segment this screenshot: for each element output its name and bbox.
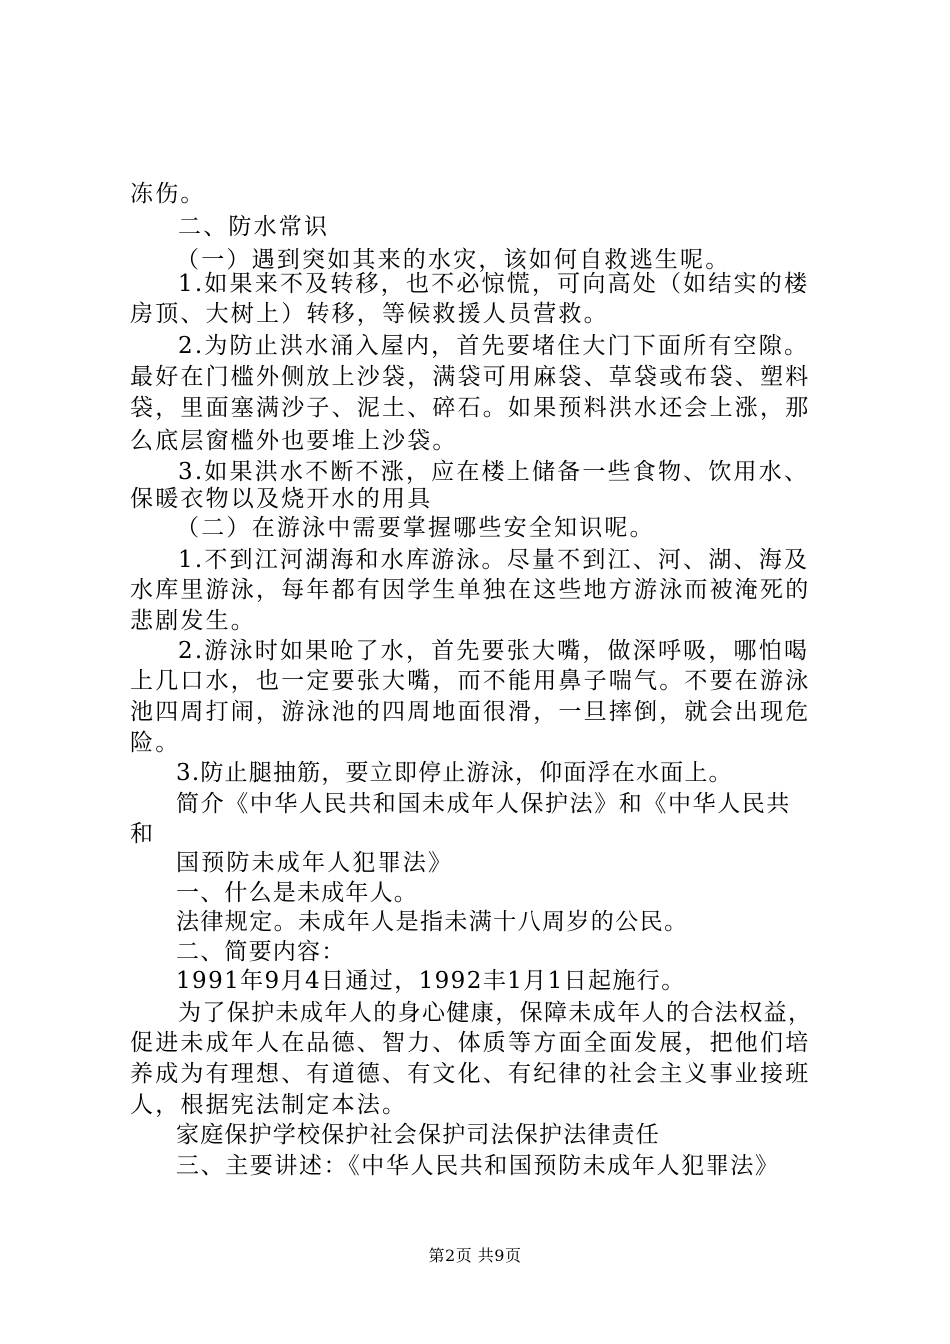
paragraph-line: 和 [130,821,156,847]
subsection-heading: （二）在游泳中需要掌握哪些安全知识呢。 [176,515,655,541]
section-heading: 二、防水常识 [178,214,330,240]
subsection-heading: （一）遇到突如其来的水灾，该如何自救逃生呢。 [176,247,731,273]
paragraph-line: 险。 [130,730,181,756]
paragraph-line: 1.如果来不及转移，也不必惊慌，可向高处（如结实的楼 [178,271,810,297]
paragraph-line: 袋，里面塞满沙子、泥土、碎石。如果预料洪水还会上涨，那 [130,395,811,421]
page-number-footer: 第2页 共9页 [428,1246,522,1265]
paragraph-line: 2.游泳时如果呛了水，首先要张大嘴，做深呼吸，哪怕喝 [178,638,810,664]
paragraph-line: 养成为有理想、有道德、有文化、有纪律的社会主义事业接班 [130,1061,811,1087]
paragraph-line: 法律规定。未成年人是指未满十八周岁的公民。 [176,909,689,935]
paragraph-line: 么底层窗槛外也要堆上沙袋。 [130,428,458,454]
paragraph-line: 1991年9月4日通过，1992丰1月1日起施行。 [176,968,686,994]
paragraph-line: 3.防止腿抽筋，要立即停止游泳，仰面浮在水面上。 [176,760,733,786]
section-heading: 二、简要内容： [176,939,346,965]
paragraph-line: 1.不到江河湖海和水库游泳。尽量不到江、河、湖、海及 [178,547,810,573]
section-heading: 一、什么是未成年人。 [176,880,418,906]
paragraph-line: 冻伤。 [130,181,206,207]
paragraph-line: 简介《中华人民共和国未成年人保护法》和《中华人民共 [176,791,791,817]
paragraph-line: 水库里游泳，每年都有因学生单独在这些地方游泳而被淹死的 [130,577,811,603]
paragraph-line: 悲剧发生。 [130,608,256,634]
paragraph-line: 人，根据宪法制定本法。 [130,1092,408,1118]
paragraph-line: 保暖衣物以及烧开水的用具 [130,486,433,512]
paragraph-line: 3.如果洪水不断不涨，应在楼上储备一些食物、饮用水、 [178,459,810,485]
paragraph-line: 家庭保护学校保护社会保护司法保护法律责任 [176,1122,660,1148]
paragraph-line: 最好在门槛外侧放上沙袋，满袋可用麻袋、草袋或布袋、塑料 [130,364,811,390]
paragraph-line: 上几口水，也一定要张大嘴，而不能用鼻子喘气。不要在游泳 [130,668,811,694]
paragraph-line: 国预防未成年人犯罪法》 [176,850,454,876]
paragraph-line: 房顶、大树上）转移，等候救援人员营救。 [130,301,609,327]
paragraph-line: 促进未成年人在品德、智力、体质等方面全面发展，把他们培 [130,1030,811,1056]
paragraph-line: 为了保护未成年人的身心健康，保障未成年人的合法权益， [178,1000,813,1026]
paragraph-line: 2.为防止洪水涌入屋内，首先要堵住大门下面所有空隙。 [178,333,810,359]
section-heading: 三、主要讲述：《中华人民共和国预防未成年人犯罪法》 [176,1153,780,1179]
paragraph-line: 池四周打闹，游泳池的四周地面很滑，一旦摔倒，就会出现危 [130,699,811,725]
